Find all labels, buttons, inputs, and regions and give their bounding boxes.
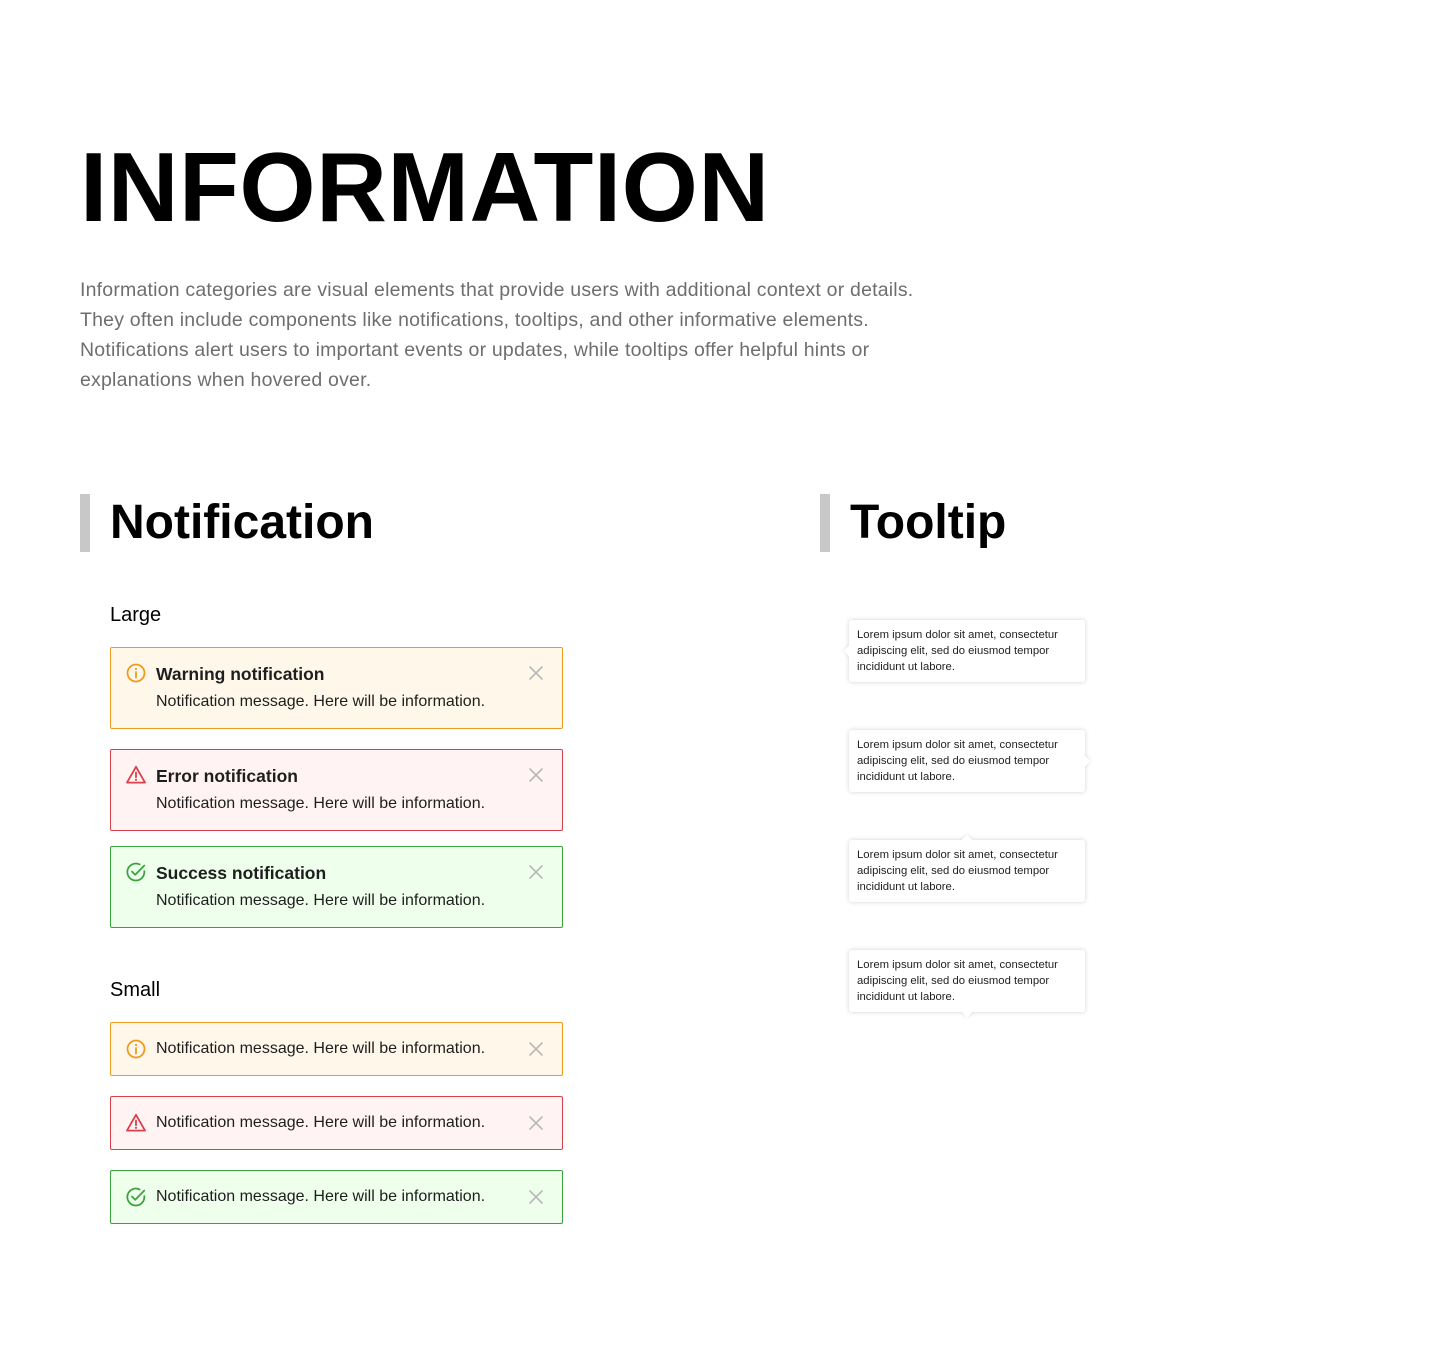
section-accent-bar <box>80 494 90 552</box>
notification-message: Notification message. Here will be information. <box>156 693 486 710</box>
warning-triangle-icon <box>125 1112 147 1134</box>
notification-title: Error notification <box>156 766 298 786</box>
small-group-label: Small <box>110 979 161 1001</box>
close-icon[interactable] <box>528 767 544 783</box>
tooltip-text: Lorem ipsum dolor sit amet, consectetur adipiscing elit, sed do eiusmod tempor incididunt ut labore. <box>857 629 1058 673</box>
notification-message: Notification message. Here will be information. <box>156 795 486 812</box>
close-icon[interactable] <box>528 1041 544 1057</box>
tooltip-section-header <box>820 494 1006 552</box>
notification-message: Notification message. Here will be information. <box>156 1040 486 1057</box>
error-notification-small <box>110 1096 563 1150</box>
section-accent-bar <box>820 494 830 552</box>
warning-triangle-icon <box>125 764 147 786</box>
check-circle-icon <box>125 861 147 883</box>
page-description: Information categories are visual elements that provide users with additional context or details. They often include components like notifications, tooltips, and other informative elements. Notifications alert users to important events or updates, while tooltips offer helpful hints or explanations when hovered over. <box>80 279 914 391</box>
tooltip-text: Lorem ipsum dolor sit amet, consectetur adipiscing elit, sed do eiusmod tempor incididunt ut labore. <box>857 959 1058 1003</box>
page-title: INFORMATION <box>80 132 770 242</box>
tooltip-arrow-left <box>849 620 1085 682</box>
info-circle-icon <box>125 662 147 684</box>
close-icon[interactable] <box>528 1115 544 1131</box>
tooltip-arrow-bottom <box>849 950 1085 1012</box>
notification-title: Success notification <box>156 863 327 883</box>
tooltip-arrow-top <box>849 840 1085 902</box>
notification-title: Warning notification <box>156 664 325 684</box>
large-group-label: Large <box>110 604 162 626</box>
notification-message: Notification message. Here will be information. <box>156 1114 486 1131</box>
check-circle-icon <box>125 1186 147 1208</box>
tooltip-text: Lorem ipsum dolor sit amet, consectetur adipiscing elit, sed do eiusmod tempor incididunt ut labore. <box>857 849 1058 893</box>
close-icon[interactable] <box>528 1189 544 1205</box>
warning-notification-large <box>110 647 563 729</box>
success-notification-large <box>110 846 563 928</box>
success-notification-small <box>110 1170 563 1224</box>
info-circle-icon <box>125 1038 147 1060</box>
tooltip-arrow-right <box>849 730 1085 792</box>
close-icon[interactable] <box>528 864 544 880</box>
error-notification-large <box>110 749 563 831</box>
notification-message: Notification message. Here will be information. <box>156 892 486 909</box>
notification-section-header <box>80 494 374 552</box>
tooltip-text: Lorem ipsum dolor sit amet, consectetur adipiscing elit, sed do eiusmod tempor incididunt ut labore. <box>857 739 1058 783</box>
tooltip-section-title: Tooltip <box>850 496 1007 549</box>
notification-section-title: Notification <box>110 496 374 549</box>
notification-message: Notification message. Here will be information. <box>156 1188 486 1205</box>
warning-notification-small <box>110 1022 563 1076</box>
close-icon[interactable] <box>528 665 544 681</box>
